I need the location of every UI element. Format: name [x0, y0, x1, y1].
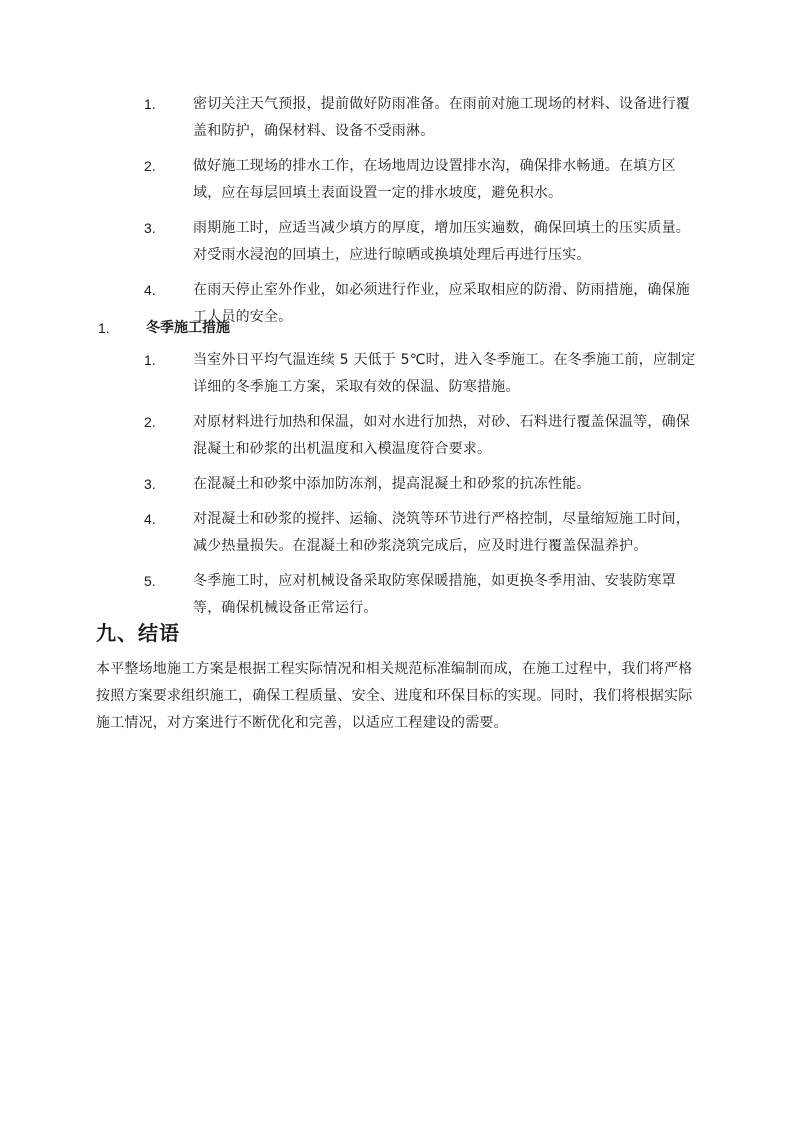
section-title: 九、结语 — [96, 621, 180, 645]
list-number: 2. — [144, 414, 156, 430]
rain-measures-list — [0, 91, 794, 331]
list-number: 1. — [144, 352, 156, 368]
list-number: 3. — [144, 476, 156, 492]
list-item — [0, 471, 794, 498]
list-item — [0, 409, 794, 463]
heading-number: 1. — [98, 320, 110, 336]
list-item — [0, 568, 794, 622]
list-item — [0, 347, 794, 401]
conclusion-paragraph: 本平整场地施工方案是根据工程实际情况和相关规范标准编制而成，在施工过程中，我们将严格按照方案要求组织施工，确保工程质量、安全、进度和环保目标的实现。同时，我们将根据实际施工情况，对方案进行不断优化和完善，以适应工程建设的需要。 — [96, 661, 693, 731]
list-number: 1. — [144, 96, 156, 112]
list-text: 冬季施工时，应对机械设备采取防寒保暖措施，如更换冬季用油、安装防寒罩等，确保机械设备正常运行。 — [193, 573, 676, 616]
list-text: 在雨天停止室外作业，如必须进行作业，应采取相应的防滑、防雨措施，确保施工人员的安全。 — [193, 282, 690, 325]
list-text: 雨期施工时，应适当减少填方的厚度，增加压实遍数，确保回填土的压实质量。对受雨水浸泡的回填土，应进行晾晒或换填处理后再进行压实。 — [193, 220, 690, 263]
winter-measures-list — [0, 347, 794, 622]
list-item — [0, 506, 794, 560]
list-item — [0, 215, 794, 269]
list-text: 当室外日平均气温连续 5 天低于 5℃时，进入冬季施工。在冬季施工前，应制定详细的冬季施工方案，采取有效的保温、防寒措施。 — [193, 352, 696, 395]
list-text: 做好施工现场的排水工作，在场地周边设置排水沟，确保排水畅通。在填方区域，应在每层回填土表面设置一定的排水坡度，避免积水。 — [193, 158, 676, 201]
list-text: 密切关注天气预报，提前做好防雨准备。在雨前对施工现场的材料、设备进行覆盖和防护，确保材料、设备不受雨淋。 — [193, 96, 690, 139]
list-item — [0, 91, 794, 145]
list-text: 对原材料进行加热和保温，如对水进行加热，对砂、石料进行覆盖保温等，确保混凝土和砂浆的出机温度和入模温度符合要求。 — [193, 414, 690, 457]
heading-text: 冬季施工措施 — [146, 320, 230, 336]
winter-heading — [0, 315, 794, 342]
list-number: 4. — [144, 282, 156, 298]
list-number: 3. — [144, 220, 156, 236]
list-text: 在混凝土和砂浆中添加防冻剂，提高混凝土和砂浆的抗冻性能。 — [193, 476, 591, 492]
list-number: 4. — [144, 511, 156, 527]
list-item — [0, 153, 794, 207]
list-number: 2. — [144, 158, 156, 174]
list-number: 5. — [144, 573, 156, 589]
list-text: 对混凝土和砂浆的搅拌、运输、浇筑等环节进行严格控制，尽量缩短施工时间，减少热量损失。在混凝土和砂浆浇筑完成后，应及时进行覆盖保温养护。 — [193, 511, 690, 554]
